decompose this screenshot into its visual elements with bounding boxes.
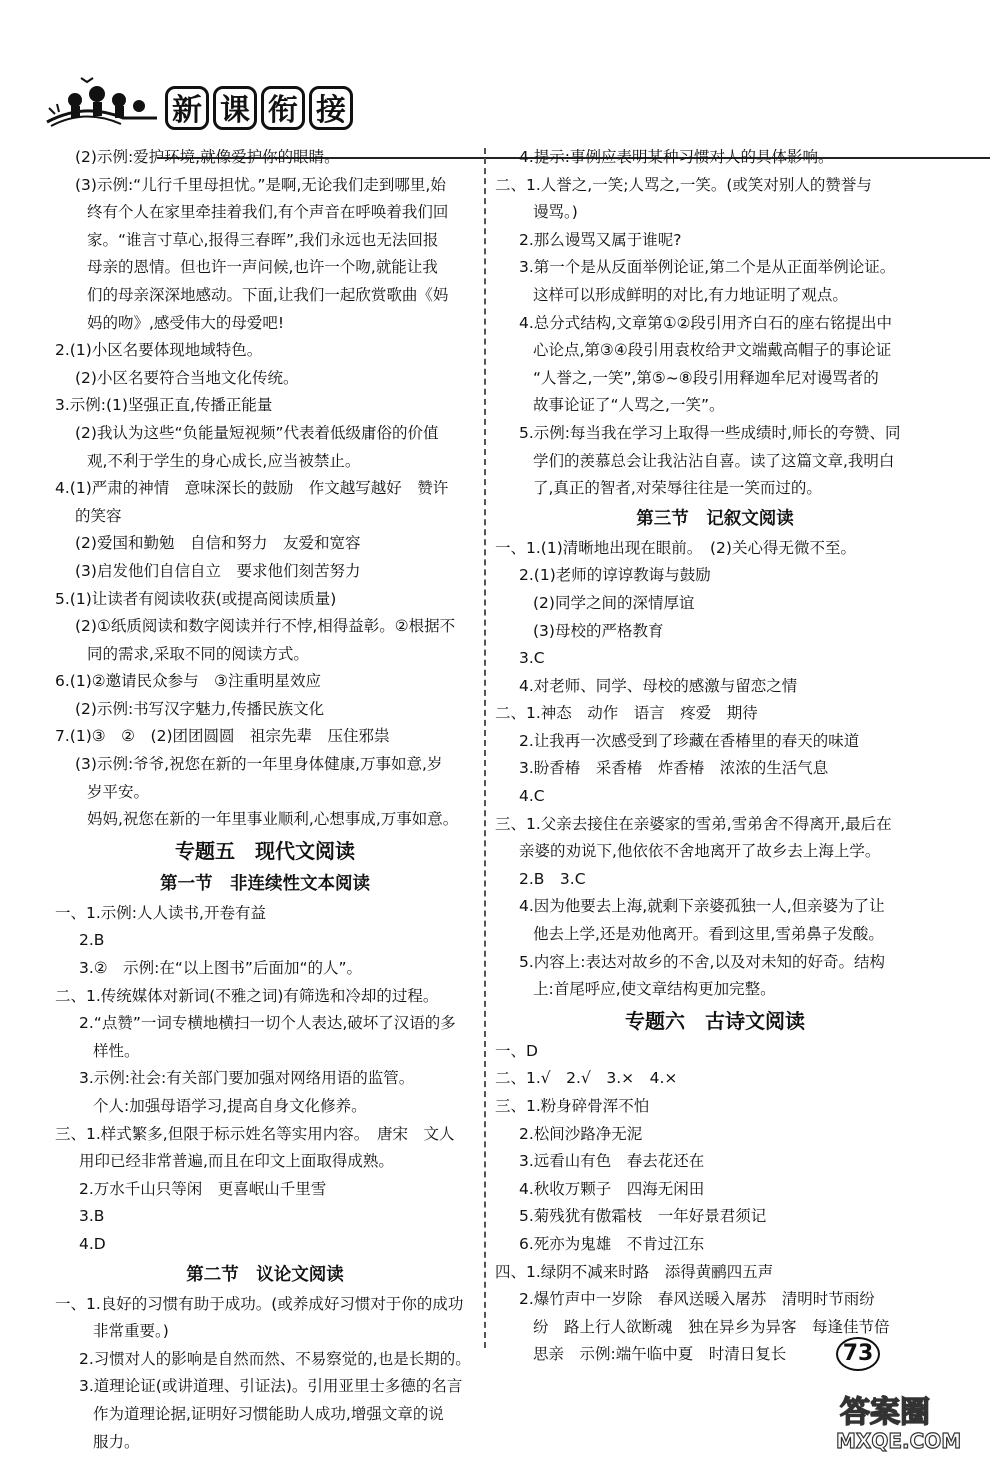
column-divider [484,148,486,1348]
answer-line: “人誉之,一笑”,第⑤~⑧段引用释迦牟尼对谩骂者的 [533,368,879,387]
answer-line: 3.第一个是从反面举例论证,第二个是从正面举例论证。 [519,258,896,277]
answer-line: 7.(1)③ ② (2)团团圆圆 祖宗先辈 压住邪祟 [55,727,390,746]
answer-line: 3.B [79,1207,105,1226]
answer-line: 思亲 示例:端午临中夏 时清日复长 [533,1345,787,1364]
answer-line: 观,不利于学生的身心成长,应当被禁止。 [87,451,361,470]
watermark-logo [830,1390,995,1452]
answer-line: 亲婆的劝说下,他依依不舍地离开了故乡去上海上学。 [519,842,881,861]
answer-line: 妈妈,祝您在新的一年里事业顺利,心想事成,万事如意。 [87,810,459,829]
answer-line: 四、1.绿阴不减来时路 添得黄鹂四五声 [495,1262,774,1281]
answer-line: (2)同学之间的深情厚谊 [533,593,695,612]
answer-line: (2)①纸质阅读和数字阅读并行不悖,相得益彰。②根据不 [75,617,456,636]
answer-line: 一、D [495,1041,538,1060]
watermark-text: 答案圈 [840,1395,930,1430]
answer-line: 6.(1)②邀请民众参与 ③注重明星效应 [55,672,322,691]
answer-line: 5.(1)让读者有阅读收获(或提高阅读质量) [55,589,337,608]
answer-line: 二、1.√ 2.√ 3.× 4.× [495,1069,678,1088]
answer-line: 2.B 3.C [519,869,586,888]
answer-line: 2.“点赞”一词专横地横扫一切个人表达,破坏了汉语的多 [79,1014,456,1033]
header-title [165,86,353,130]
answer-line: (3)母校的严格教育 [533,621,664,640]
answer-line: 3.C [519,649,545,668]
answer-line: 4.秋收万颗子 四海无闲田 [519,1179,705,1198]
title-char: 接 [309,86,353,130]
answer-line: 2.爆竹声中一岁除 春风送暖入屠苏 清明时节雨纷 [519,1290,875,1309]
answer-line: 学们的羡慕总会让我沾沾自喜。读了这篇文章,我明白 [533,451,895,470]
answer-line: 4.提示:事例应表明某种习惯对人的具体影响。 [519,148,834,166]
answer-line: 了,真正的智者,对荣辱往往是一笑而过的。 [533,479,822,498]
answer-line: (2)示例:爱护环境,就像爱护你的眼睛。 [75,148,340,166]
answer-line: 故事论证了“人骂之,一笑”。 [533,396,725,415]
topic-heading: 专题六 古诗文阅读 [625,1008,805,1033]
answer-line: 同的需求,采取不同的阅读方式。 [87,644,309,663]
answer-line: 4.C [519,787,545,806]
answer-line: 服力。 [93,1432,140,1451]
answer-line: (3)示例:爷爷,祝您在新的一年里身体健康,万事如意,岁 [75,755,443,774]
answer-line: 4.对老师、同学、母校的感激与留恋之情 [519,676,798,695]
answer-line: 2.万水千山只等闲 更喜岷山千里雪 [79,1179,327,1198]
kids-on-bridge-illustration [45,72,165,134]
answer-line: 2.B [79,931,105,950]
answer-line: 2.习惯对人的影响是自然而然、不易察觉的,也是长期的。 [79,1349,471,1368]
answer-line: 三、1.父亲去接住在亲婆家的雪弟,雪弟舍不得离开,最后在 [495,814,892,833]
answer-line: (3)启发他们自信自立 要求他们刻苦努力 [75,561,361,580]
answer-line: 2.那么谩骂又属于谁呢? [519,230,682,249]
answer-line: 家。“谁言寸草心,报得三春晖”,我们永远也无法回报 [87,230,439,249]
answer-line: 妈的吻》,感受伟大的母爱吧! [87,313,285,332]
answer-line: 岁平安。 [87,782,150,801]
answer-line: 心论点,第③④段引用袁枚给尹文端戴高帽子的事论证 [533,341,892,360]
answer-line: 5.菊残犹有傲霜枝 一年好景君须记 [519,1207,767,1226]
right-column [495,144,935,1369]
answer-line: 5.内容上:表达对故乡的不舍,以及对未知的好奇。结构 [519,952,885,971]
answer-line: 4.总分式结构,文章第①②段引用齐白石的座右铭提出中 [519,313,893,332]
answer-line: 3.示例:(1)坚强正直,传播正能量 [55,396,273,415]
answer-line: 三、1.样式繁多,但限于标示姓名等实用内容。 唐宋 文人 [55,1124,455,1143]
answer-line: 3.道理论证(或讲道理、引证法)。引用亚里士多德的名言 [79,1377,463,1396]
answer-line: 的笑容 [75,506,122,525]
page-number-badge [836,1337,884,1375]
answer-line: 二、1.神态 动作 语言 疼爱 期待 [495,704,758,723]
answer-line: 3.② 示例:在“以上图书”后面加“的人”。 [79,959,363,978]
answer-line: 这样可以形成鲜明的对比,有力地证明了观点。 [533,285,848,304]
answer-line: 用印已经非常普遍,而且在印文上面取得成熟。 [79,1152,394,1171]
answer-line: 上:首尾呼应,使文章结构更加完整。 [533,980,776,999]
answer-line: 4.(1)严肃的神情 意味深长的鼓励 作文越写越好 赞许 [55,479,449,498]
answer-line: 非常重要。) [93,1322,169,1341]
answer-line: 们的母亲深深地感动。下面,让我们一起欣赏歌曲《妈 [87,285,449,304]
answer-line: 2.让我再一次感受到了珍藏在香椿里的春天的味道 [519,731,860,750]
watermark-url: MXQE.COM [836,1429,962,1452]
answer-line: 个人:加强母语学习,提高自身文化修养。 [93,1097,367,1115]
answer-line: 一、1.示例:人人读书,开卷有益 [55,903,266,922]
answer-line: 谩骂。) [533,203,578,222]
answer-line: (2)我认为这些“负能量短视频”代表着低级庸俗的价值 [75,423,439,442]
answer-line: 4.D [79,1234,106,1253]
answer-line: 样性。 [93,1041,140,1060]
answer-line: 二、1.传统媒体对新词(不雅之词)有筛选和冷却的过程。 [55,986,439,1005]
topic-heading: 专题五 现代文阅读 [175,838,355,863]
answer-line: 6.死亦为鬼雄 不肯过江东 [519,1234,705,1253]
answer-line: (2)爱国和勤勉 自信和努力 友爱和宽容 [75,534,361,553]
answer-line: 他去上学,还是劝他离开。看到这里,雪弟鼻子发酸。 [533,925,884,944]
answer-line: 母亲的恩情。但也许一声问候,也许一个吻,就能让我 [87,258,438,277]
answer-line: 终有个人在家里牵挂着我们,有个声音在呼唤着我们回 [87,203,449,222]
section-heading: 第三节 记叙文阅读 [636,508,794,529]
answer-line: 三、1.粉身碎骨浑不怕 [495,1097,650,1115]
title-char: 衔 [261,86,305,130]
answer-line: 5.示例:每当我在学习上取得一些成绩时,师长的夸赞、同 [519,423,901,442]
answer-line: (3)示例:“儿行千里母担忧。”是啊,无论我们走到哪里,始 [75,175,446,194]
answer-line: 2.(1)老师的谆谆教诲与鼓励 [519,566,711,585]
title-char: 新 [165,86,209,130]
answer-line: 2.松间沙路净无泥 [519,1124,643,1143]
answer-line: 3.远看山有色 春去花还在 [519,1152,705,1171]
answer-line: 纷 路上行人欲断魂 独在异乡为异客 每逢佳节倍 [533,1317,890,1336]
page-number: 73 [842,1341,874,1366]
answer-line: 3.示例:社会:有关部门要加强对网络用语的监管。 [79,1069,415,1088]
answer-line: 4.因为他要去上海,就剩下亲婆孤独一人,但亲婆为了让 [519,897,885,916]
answer-line: 3.盼香椿 采香椿 炸香椿 浓浓的生活气息 [519,759,829,778]
title-char: 课 [213,86,257,130]
answer-line: 2.(1)小区名要体现地域特色。 [55,341,263,360]
answer-line: (2)小区名要符合当地文化传统。 [75,368,299,387]
answer-line: 一、1.良好的习惯有助于成功。(或养成好习惯对于你的成功 [55,1294,464,1313]
section-heading: 第二节 议论文阅读 [186,1264,344,1285]
left-column [55,144,475,1456]
answer-line: 作为道理论据,证明好习惯能助人成功,增强文章的说 [93,1404,444,1423]
section-heading: 第一节 非连续性文本阅读 [160,873,370,894]
answer-line: 一、1.(1)清晰地出现在眼前。 (2)关心得无微不至。 [495,538,856,557]
answer-line: 二、1.人誉之,一笑;人骂之,一笑。(或笑对别人的赞誉与 [495,175,872,194]
answer-line: (2)示例:书写汉字魅力,传播民族文化 [75,699,325,718]
